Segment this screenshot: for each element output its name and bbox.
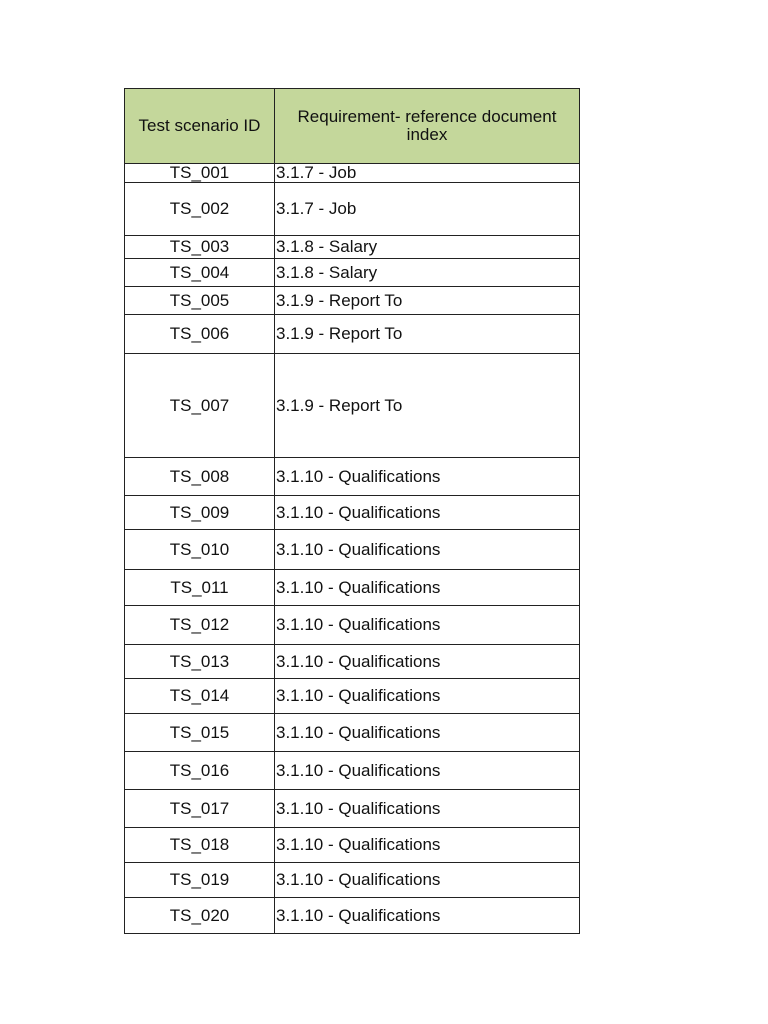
table-row bbox=[125, 790, 580, 828]
table-row bbox=[125, 714, 580, 752]
table-row bbox=[125, 354, 580, 458]
table-row bbox=[125, 898, 580, 934]
requirement-cell: 3.1.10 - Qualifications bbox=[275, 790, 580, 828]
table-row bbox=[125, 236, 580, 259]
scenario-id-cell: TS_003 bbox=[125, 236, 275, 259]
header-test-scenario-id: Test scenario ID bbox=[125, 89, 275, 164]
requirement-cell: 3.1.8 - Salary bbox=[275, 236, 580, 259]
header-requirement-reference: Requirement- reference document index bbox=[275, 89, 580, 164]
table-row bbox=[125, 164, 580, 183]
scenario-id-cell: TS_007 bbox=[125, 354, 275, 458]
table-header bbox=[125, 89, 580, 164]
table-row bbox=[125, 645, 580, 679]
scenario-id-cell: TS_020 bbox=[125, 898, 275, 934]
requirement-cell: 3.1.9 - Report To bbox=[275, 354, 580, 458]
scenario-id-cell: TS_009 bbox=[125, 496, 275, 530]
scenario-id-cell: TS_016 bbox=[125, 752, 275, 790]
requirement-cell: 3.1.10 - Qualifications bbox=[275, 679, 580, 714]
test-scenario-table bbox=[124, 88, 580, 934]
scenario-id-cell: TS_013 bbox=[125, 645, 275, 679]
table-row bbox=[125, 606, 580, 645]
scenario-id-cell: TS_014 bbox=[125, 679, 275, 714]
table-row bbox=[125, 752, 580, 790]
scenario-id-cell: TS_004 bbox=[125, 259, 275, 287]
scenario-id-cell: TS_006 bbox=[125, 315, 275, 354]
requirement-cell: 3.1.10 - Qualifications bbox=[275, 645, 580, 679]
table-row bbox=[125, 183, 580, 236]
table-row bbox=[125, 496, 580, 530]
table-row bbox=[125, 458, 580, 496]
table-row bbox=[125, 570, 580, 606]
requirement-cell: 3.1.10 - Qualifications bbox=[275, 530, 580, 570]
scenario-id-cell: TS_018 bbox=[125, 828, 275, 863]
requirement-cell: 3.1.9 - Report To bbox=[275, 287, 580, 315]
requirement-cell: 3.1.10 - Qualifications bbox=[275, 752, 580, 790]
requirement-cell: 3.1.7 - Job bbox=[275, 183, 580, 236]
scenario-id-cell: TS_005 bbox=[125, 287, 275, 315]
scenario-id-cell: TS_017 bbox=[125, 790, 275, 828]
requirement-cell: 3.1.10 - Qualifications bbox=[275, 714, 580, 752]
table-row bbox=[125, 863, 580, 898]
table-row bbox=[125, 679, 580, 714]
table-row bbox=[125, 315, 580, 354]
scenario-id-cell: TS_015 bbox=[125, 714, 275, 752]
requirement-cell: 3.1.10 - Qualifications bbox=[275, 898, 580, 934]
table-row bbox=[125, 259, 580, 287]
scenario-id-cell: TS_010 bbox=[125, 530, 275, 570]
table-row bbox=[125, 530, 580, 570]
table-row bbox=[125, 828, 580, 863]
table-row bbox=[125, 287, 580, 315]
requirement-cell: 3.1.7 - Job bbox=[275, 164, 580, 183]
scenario-id-cell: TS_001 bbox=[125, 164, 275, 183]
header-row bbox=[125, 89, 580, 164]
scenario-id-cell: TS_011 bbox=[125, 570, 275, 606]
requirement-cell: 3.1.10 - Qualifications bbox=[275, 570, 580, 606]
requirement-cell: 3.1.10 - Qualifications bbox=[275, 606, 580, 645]
scenario-id-cell: TS_019 bbox=[125, 863, 275, 898]
table-body bbox=[125, 164, 580, 934]
requirement-cell: 3.1.10 - Qualifications bbox=[275, 863, 580, 898]
requirement-cell: 3.1.10 - Qualifications bbox=[275, 458, 580, 496]
requirement-cell: 3.1.10 - Qualifications bbox=[275, 828, 580, 863]
scenario-id-cell: TS_002 bbox=[125, 183, 275, 236]
scenario-id-cell: TS_008 bbox=[125, 458, 275, 496]
scenario-id-cell: TS_012 bbox=[125, 606, 275, 645]
requirement-cell: 3.1.9 - Report To bbox=[275, 315, 580, 354]
requirement-cell: 3.1.10 - Qualifications bbox=[275, 496, 580, 530]
requirement-cell: 3.1.8 - Salary bbox=[275, 259, 580, 287]
